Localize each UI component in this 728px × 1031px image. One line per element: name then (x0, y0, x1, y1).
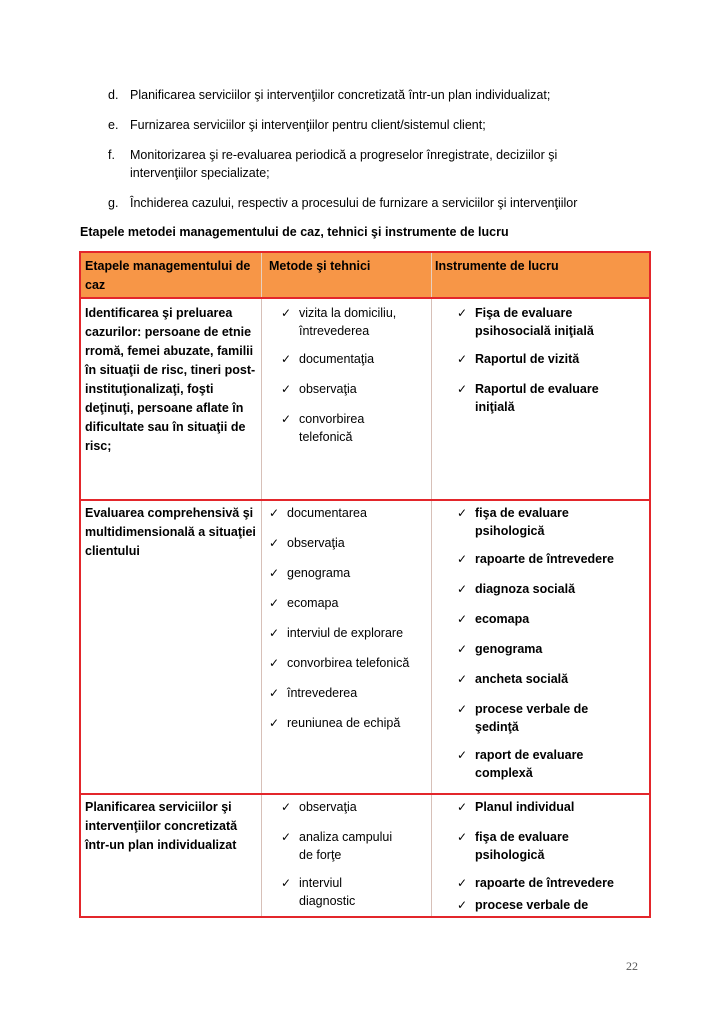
check-icon: ✓ (457, 582, 468, 596)
list-marker: e. (108, 118, 119, 132)
check-icon: ✓ (457, 382, 468, 396)
check-icon: ✓ (281, 830, 292, 844)
check-icon: ✓ (269, 716, 280, 730)
list-text: Închiderea cazului, respectiv a procesului de furnizare a serviciilor şi intervenţiilor (130, 196, 578, 210)
list-marker: f. (108, 148, 115, 162)
stage-cell: Evaluarea comprehensivă şi multidimensională a situaţiei clientului (85, 506, 256, 558)
check-icon: ✓ (281, 412, 292, 426)
check-icon: ✓ (457, 642, 468, 656)
list-text: Furnizarea serviciilor şi intervenţiilor pentru client/sistemul client; (130, 118, 486, 132)
table-row: Identificarea şi preluarea cazurilor: persoane de etnie rromă, femei abuzate, familii în situaţii de risc, tineri post-instituţionalizaţi, foşti deţinuţi, persoane aflate în dificultate sau în situaţii de risc; ✓ vizita la domiciliu, întrevederea ✓ documentaţia ✓ observaţia ✓ convorbirea telefonică ✓ Fişa de evaluare psihosocială iniţială ✓ Raportul de vizită ✓ Raportul de evaluare iniţială (81, 299, 649, 499)
table-header (81, 251, 649, 299)
check-icon: ✓ (457, 552, 468, 566)
check-icon: ✓ (457, 748, 468, 762)
page-number: 22 (626, 959, 638, 973)
list-marker: g. (108, 196, 119, 210)
section-heading: Etapele metodei managementului de caz, tehnici şi instrumente de lucru (80, 225, 509, 239)
check-icon: ✓ (457, 898, 468, 912)
check-icon: ✓ (457, 800, 468, 814)
check-icon: ✓ (281, 800, 292, 814)
header-cell-methods: Metode şi tehnici (269, 259, 371, 273)
check-icon: ✓ (281, 876, 292, 890)
stage-cell: Identificarea şi preluarea cazurilor: persoane de etnie rromă, femei abuzate, familii în situaţii de risc, tineri post-instituţionalizaţi, foşti deţinuţi, persoane aflate în dificultate sau în situaţii de risc; (85, 306, 256, 453)
header-cell-stages: Etapele managementului de caz (85, 259, 251, 292)
table-row: Evaluarea comprehensivă şi multidimensională a situaţiei clientului ✓ documentarea ✓ observaţia ✓ genograma ✓ ecomapa ✓ interviul de explorare ✓ convorbirea telefonică ✓ întrevederea ✓ reuniunea de echipă ✓ fişa de evaluare psihologică ✓ rapoarte de întrevedere ✓ diagnoza socială ✓ ecomapa ✓ genograma ✓ ancheta socială ✓ procese verbale de şedinţă ✓ raport de evaluare complexă (85, 506, 614, 780)
check-icon: ✓ (457, 672, 468, 686)
check-icon: ✓ (281, 306, 292, 320)
check-icon: ✓ (269, 566, 280, 580)
check-icon: ✓ (457, 506, 468, 520)
check-icon: ✓ (269, 506, 280, 520)
header-cell-tools: Instrumente de lucru (435, 259, 559, 273)
check-icon: ✓ (269, 596, 280, 610)
list-text: Planificarea serviciilor şi intervenţiilor concretizată într-un plan individualizat; (130, 88, 551, 102)
check-icon: ✓ (457, 306, 468, 320)
stage-cell: Planificarea serviciilor şi intervenţiilor concretizată într-un plan individualizat (85, 800, 238, 852)
table-row: Planificarea serviciilor şi intervenţiilor concretizată într-un plan individualizat ✓ observaţia ✓ analiza campului de forţe ✓ interviul diagnostic ✓ Planul individual ✓ fişa de evaluare psihologică ✓ rapoarte de întrevedere ✓ procese verbale de (85, 800, 614, 912)
check-icon: ✓ (457, 830, 468, 844)
list-marker: d. (108, 88, 119, 102)
check-icon: ✓ (457, 352, 468, 366)
methods-table (79, 251, 651, 918)
check-icon: ✓ (281, 382, 292, 396)
check-icon: ✓ (281, 352, 292, 366)
check-icon: ✓ (269, 626, 280, 640)
check-icon: ✓ (269, 656, 280, 670)
check-icon: ✓ (457, 876, 468, 890)
check-icon: ✓ (457, 702, 468, 716)
check-icon: ✓ (457, 612, 468, 626)
list-text: Monitorizarea şi re-evaluarea periodică a progreselor înregistrate, deciziilor şi intervenţiilor specializate; (130, 148, 558, 180)
check-icon: ✓ (269, 686, 280, 700)
check-icon: ✓ (269, 536, 280, 550)
